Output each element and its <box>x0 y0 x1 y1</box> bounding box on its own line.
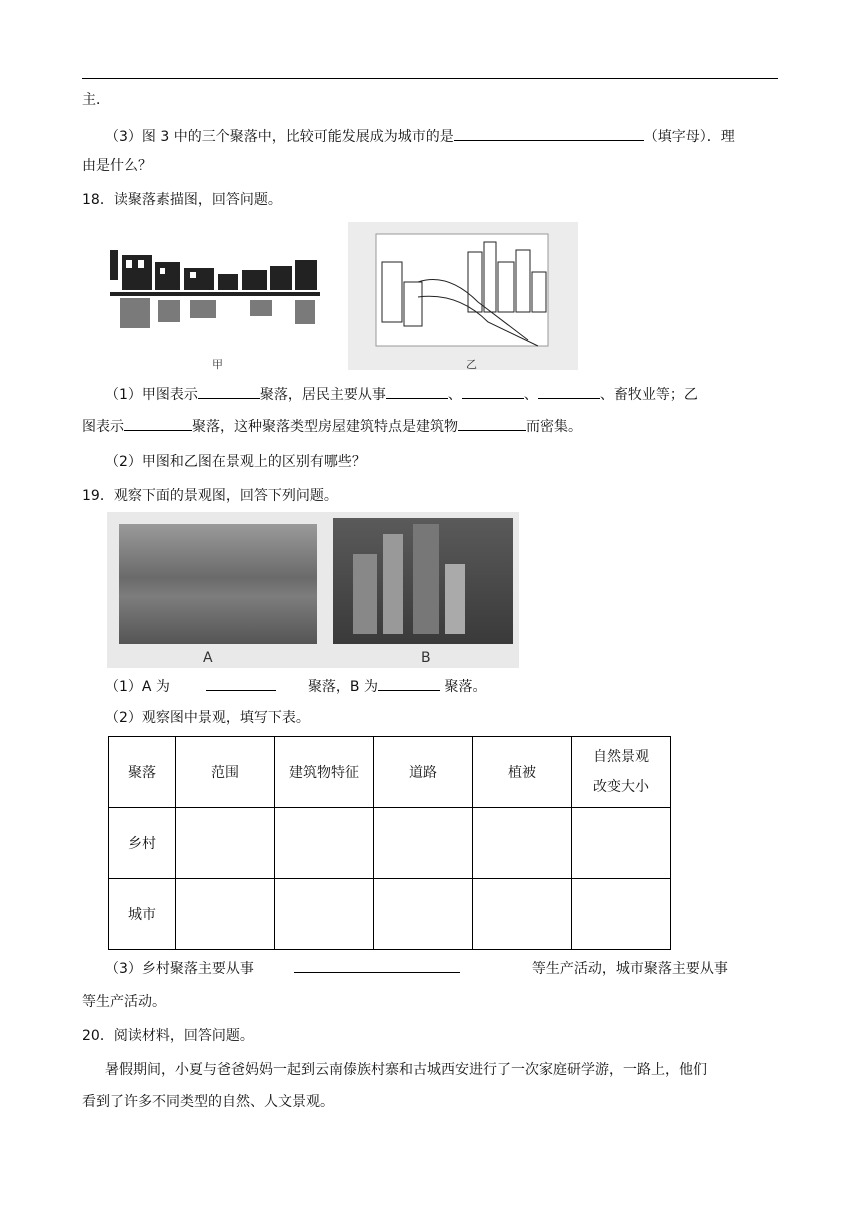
question-18: 18．读聚落素描图，回答问题。 <box>82 192 282 208</box>
paragraph: 看到了许多不同类型的自然、人文景观。 <box>82 1094 334 1110</box>
header-rule <box>82 78 778 79</box>
question-18-1: （1）甲图表示 聚落，居民主要从事 、 、 、畜牧业等；乙 <box>105 384 698 405</box>
question-19: 19．观察下面的景观图，回答下列问题。 <box>82 488 338 504</box>
question-19-1: （1）A 为 聚落，B 为 聚落。 <box>105 676 486 697</box>
table-cell[interactable] <box>572 879 671 950</box>
answer-blank[interactable] <box>124 416 192 431</box>
caption-jia: 甲 <box>212 358 223 371</box>
table-header: 建筑物特征 <box>275 737 374 808</box>
answer-blank[interactable] <box>458 416 526 431</box>
table-cell[interactable] <box>473 808 572 879</box>
landscape-photos <box>107 512 519 668</box>
table-cell[interactable] <box>473 879 572 950</box>
table-header: 自然景观 改变大小 <box>572 737 671 808</box>
village-sketch-image <box>110 240 320 350</box>
question-20: 20．阅读材料，回答问题。 <box>82 1028 254 1044</box>
question-3: （3）图 3 中的三个聚落中，比较可能发展成为城市的是 （填字母）．理 <box>105 126 735 147</box>
table-header: 范围 <box>176 737 275 808</box>
answer-blank[interactable] <box>454 126 644 141</box>
table-header: 植被 <box>473 737 572 808</box>
answer-blank[interactable] <box>198 384 260 399</box>
question-19-2: （2）观察图中景观，填写下表。 <box>105 710 310 726</box>
answer-blank[interactable] <box>462 384 524 399</box>
text-line: 由是什么？ <box>82 158 152 174</box>
table-cell[interactable] <box>572 808 671 879</box>
answer-blank[interactable] <box>538 384 600 399</box>
caption-a: A <box>203 650 213 666</box>
text-line: 等生产活动。 <box>82 994 166 1010</box>
settlement-table <box>108 736 671 950</box>
question-18-2: （2）甲图和乙图在景观上的区别有哪些？ <box>105 454 366 470</box>
table-cell[interactable] <box>374 879 473 950</box>
city-sketch-image <box>348 222 578 370</box>
table-header: 聚落 <box>109 737 176 808</box>
table-cell[interactable] <box>374 808 473 879</box>
question-18-1-cont: 图表示 聚落，这种聚落类型房屋建筑特点是建筑物 而密集。 <box>82 416 582 437</box>
table-cell[interactable] <box>176 808 275 879</box>
caption-b: B <box>421 650 431 666</box>
answer-blank[interactable] <box>386 384 448 399</box>
answer-blank[interactable] <box>378 676 440 691</box>
rural-photo-a <box>119 524 317 644</box>
caption-yi: 乙 <box>466 358 477 371</box>
table-cell[interactable] <box>275 808 374 879</box>
table-row-label: 城市 <box>109 879 176 950</box>
table-cell[interactable] <box>176 879 275 950</box>
city-photo-b <box>333 518 513 644</box>
answer-blank[interactable] <box>206 676 276 691</box>
table-cell[interactable] <box>275 879 374 950</box>
table-header: 道路 <box>374 737 473 808</box>
text-line: 主． <box>82 92 110 108</box>
question-19-3: （3）乡村聚落主要从事 等生产活动，城市聚落主要从事 <box>105 958 728 979</box>
paragraph: 暑假期间，小夏与爸爸妈妈一起到云南傣族村寨和古城西安进行了一次家庭研学游，一路上，他们 <box>105 1062 707 1078</box>
table-row-label: 乡村 <box>109 808 176 879</box>
answer-blank[interactable] <box>294 958 460 973</box>
